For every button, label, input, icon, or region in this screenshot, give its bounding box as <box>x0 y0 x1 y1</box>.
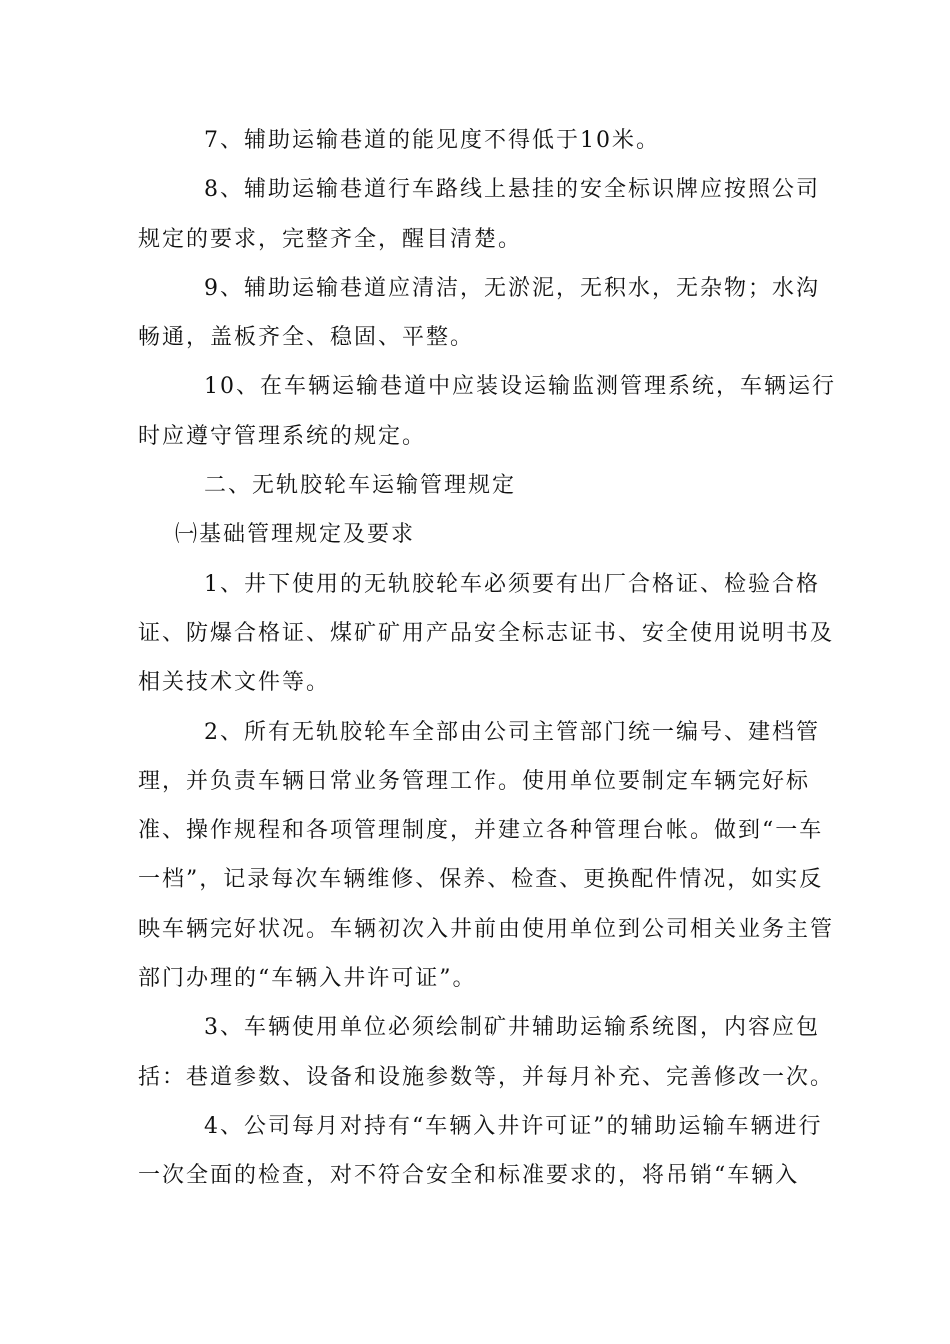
section-heading: 二、无轨胶轮车运输管理规定 <box>204 473 517 499</box>
paragraph-item-3: 3、车辆使用单位必须绘制矿井辅助运输系统图，内容应包括：巷道参数、设备和设施参数等，并每月补充、完善修改一次。 <box>138 1015 835 1090</box>
document-body <box>138 116 838 1201</box>
paragraph-item-10: 10、在车辆运输巷道中应装设运输监测管理系统，车辆运行时应遵守管理系统的规定。 <box>138 374 836 449</box>
subsection-heading: ㈠基础管理规定及要求 <box>175 522 416 548</box>
paragraph-item-8: 8、辅助运输巷道行车路线上悬挂的安全标识牌应按照公司规定的要求，完整齐全，醒目清楚。 <box>138 177 820 252</box>
paragraph-item-9: 9、辅助运输巷道应清洁，无淤泥，无积水，无杂物；水沟畅通，盖板齐全、稳固、平整。 <box>138 275 820 351</box>
paragraph-item-2: 2、所有无轨胶轮车全部由公司主管部门统一编号、建档管理，并负责车辆日常业务管理工作。使用单位要制定车辆完好标准、操作规程和各项管理制度，并建立各种管理台帐。做到“一车一档”，记录每次车辆维修、保养、检查、更换配件情况，如实反映车辆完好状况。车辆初次入井前由使用单位到公司相关业务主管部门办理的“车辆入井许可证”。 <box>138 719 835 992</box>
paragraph-item-4: 4、公司每月对持有“车辆入井许可证”的辅助运输车辆进行一次全面的检查，对不符合安全和标准要求的，将吊销“车辆入 <box>138 1113 823 1189</box>
paragraph-item-1: 1、井下使用的无轨胶轮车必须要有出厂合格证、检验合格证、防爆合格证、煤矿矿用产品安全标志证书、安全使用说明书及相关技术文件等。 <box>138 571 835 696</box>
paragraph-item-7: 7、辅助运输巷道的能见度不得低于10米。 <box>204 128 660 153</box>
